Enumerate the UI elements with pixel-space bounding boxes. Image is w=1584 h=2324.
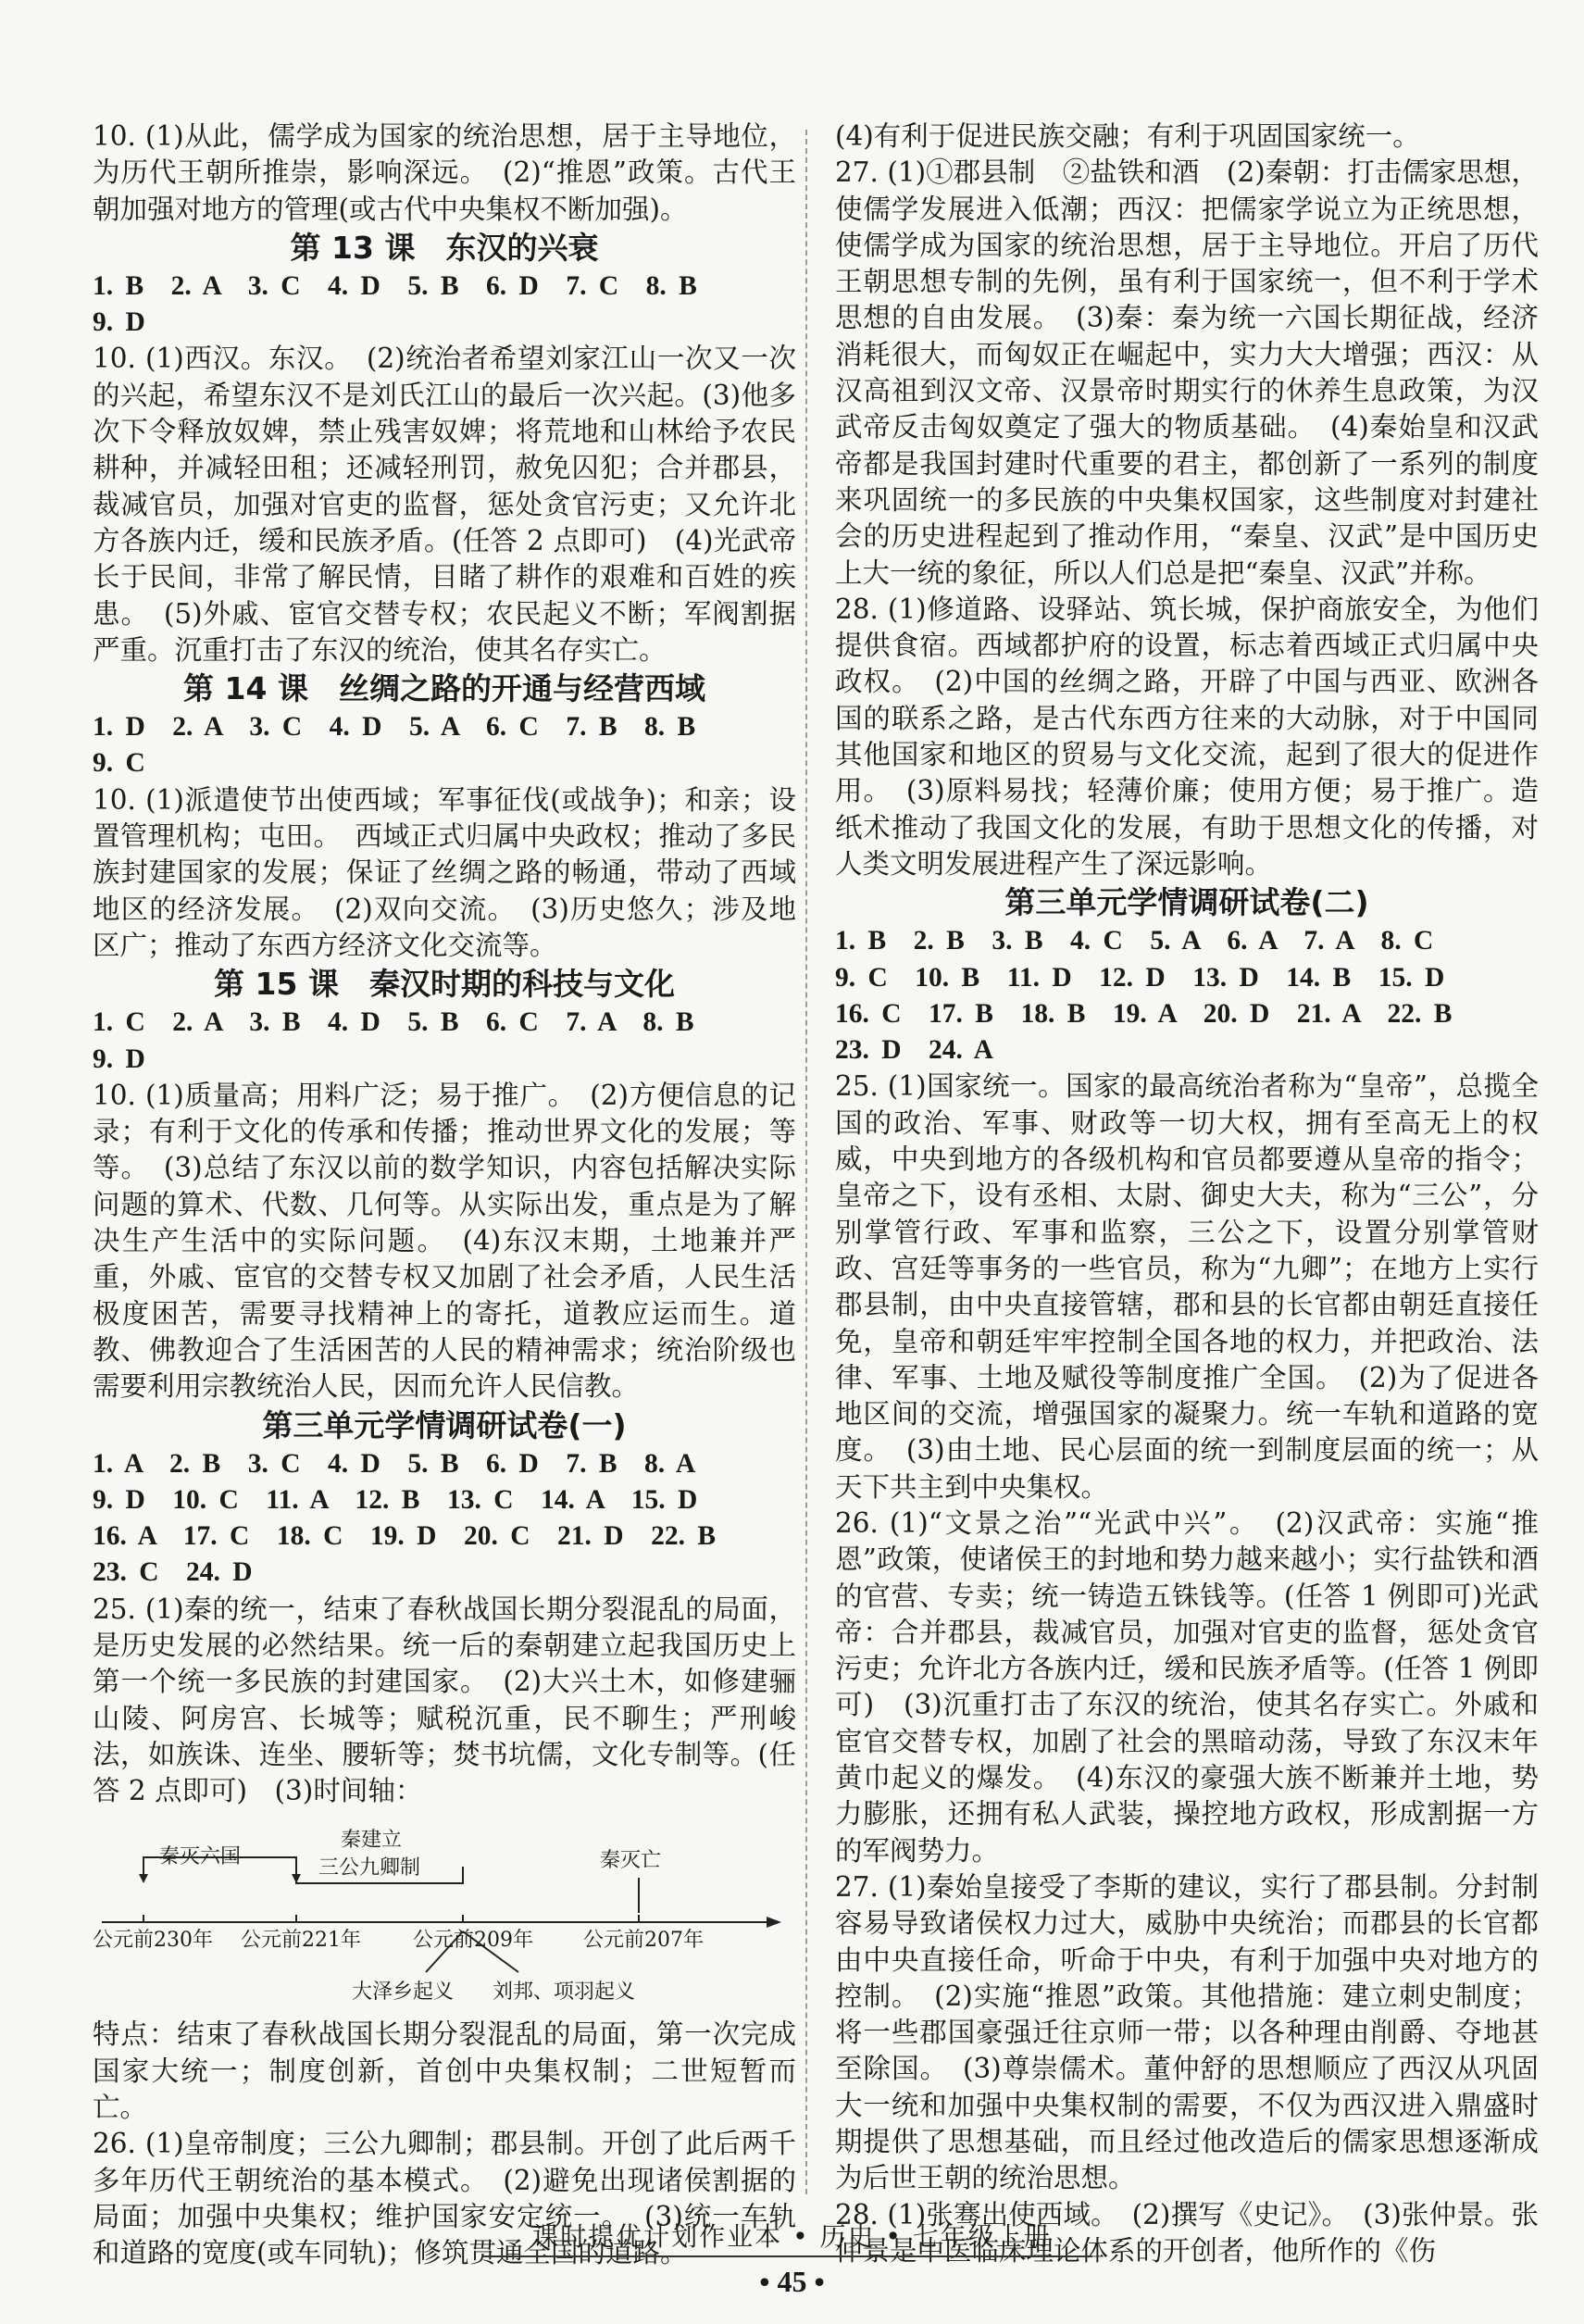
timeline-label-system: 三公九卿制	[318, 1856, 421, 1880]
unit-test-1-q28: 28. (1)修道路、设驿站、筑长城，保护商旅安全，为他们提供食宿。西域都护府的设置，标志着西域正式归属中央政权。 (2)中国的丝绸之路，开辟了中国与西亚、欧洲各国的联系之路，是古代东西方往来的大动脉，对于中国同其他国家和地区的贸易与文化交流，起到了很大的促进作用。 (3)原料易找；轻薄价廉；使用方便；易于推广。造纸术推动了我国文化的发展，有助于思想文化的传播，对人类文明发展进程产生了深远影响。	[835, 593, 1539, 880]
timeline-date-209: 公元前209年	[413, 1929, 533, 1953]
timeline-date-221: 公元前221年	[241, 1929, 361, 1953]
lesson-12-q10-continued: 10. (1)从此，儒学成为国家的统治思想，居于主导地位，为历代王朝所推崇，影响深远。 (2)“推恩”政策。古代王朝加强对地方的管理(或古代中央集权不断加强)。	[93, 120, 796, 225]
lesson-15-choice-answers-2: 9. D	[93, 1043, 145, 1074]
timeline-label-unify: 秦灭六国	[159, 1845, 242, 1869]
timeline-date-230: 公元前230年	[93, 1929, 213, 1953]
lesson-13-title: 第 13 课 东汉的兴衰	[290, 229, 599, 266]
unit-test-2-answers-row-3: 16. C 17. B 18. B 19. A 20. D 21. A 22. B	[835, 998, 1453, 1029]
unit-test-2-q28: 28. (1)张骞出使西域。 (2)撰写《史记》。 (3)张仲景。张仲景是中医临床理论体系的开创者，他所作的《伤	[835, 2198, 1539, 2267]
unit-test-1-q25: 25. (1)秦的统一，结束了春秋战国长期分裂混乱的局面，是历史发展的必然结果。统一后的秦朝建立起我国历史上第一个统一多民族的封建国家。 (2)大兴土木，如修建骊山陵、阿房宫、长城等；赋税沉重，民不聊生；严刑峻法，如族诛、连坐、腰斩等；焚书坑儒，文化专制等。(任答 2 点即可) (3)时间轴：	[93, 1593, 796, 1807]
unit-test-1-answers-row-1: 1. A 2. B 3. C 4. D 5. B 6. D 7. B 8. A	[93, 1448, 696, 1479]
lesson-14-q10: 10. (1)派遣使节出使西域；军事征伐(或战争)；和亲；设置管理机构；屯田。 西域正式归属中央政权；推动了多民族封建国家的发展；保证了丝绸之路的畅通，带动了西域地区的经济发展。 (2)双向交流。 (3)历史悠久；涉及地区广；推动了东西方经济文化交流等。	[93, 783, 796, 961]
lesson-13-q10: 10. (1)西汉。东汉。 (2)统治者希望刘家江山一次又一次的兴起，希望东汉不是刘氏江山的最后一次兴起。(3)他多次下令释放奴婢，禁止残害奴婢；将荒地和山林给予农民耕种，并减轻田租；还减轻刑罚，赦免囚犯；合并郡县，裁减官员，加强对官吏的监督，惩处贪官污吏；又允许北方各族内迁，缓和民族矛盾。(任答 2 点即可) (4)光武帝长于民间，非常了解民情，目睹了耕作的艰难和百姓的疾患。 (5)外戚、宦官交替专权；农民起义不断；军阀割据严重。沉重打击了东汉的统治，使其名存实亡。	[93, 343, 796, 666]
qin-timeline	[93, 1813, 796, 2015]
lesson-15-q10: 10. (1)质量高；用料广泛；易于推广。 (2)方便信息的记录；有利于文化的传承和传播；推动世界文化的发展；等等。 (3)总结了东汉以前的数学知识，内容包括解决实际问题的算术、代数、几何等。从实际出发，重点是为了解决生产生活中的实际问题。 (4)东汉末期，土地兼并严重，外戚、宦官的交替专权又加剧了社会矛盾，人民生活极度困苦，需要寻找精神上的寄托，道教应运而生。道教、佛教迎合了生活困苦的人民的精神需求；统治阶级也需要利用宗教统治人民，因而允许人民信教。	[93, 1079, 796, 1403]
page-number: • 45 •	[759, 2265, 825, 2298]
lesson-13-choice-answers-2: 9. D	[93, 307, 145, 338]
unit-test-1-answers-row-2: 9. D 10. C 11. A 12. B 13. C 14. A 15. D	[93, 1484, 698, 1515]
unit-test-1-answers-row-3: 16. A 17. C 18. C 19. D 20. C 21. D 22. B	[93, 1521, 716, 1552]
lesson-15-choice-answers: 1. C 2. A 3. B 4. D 5. B 6. C 7. A 8. B	[93, 1007, 694, 1038]
unit-test-2-q26: 26. (1)“文景之治”“光武中兴”。 (2)汉武帝：实施“推恩”政策，使诸侯王的封地和势力越来越小；实行盐铁和酒的官营、专卖；统一铸造五铢钱等。(任答 1 例即可)光武帝：合并郡县，裁减官员，加强对官吏的监督，惩处贪官污吏；允许北方各族内迁，缓和民族矛盾等。(任答 1 例即可) (3)沉重打击了东汉的统治，使其名存实亡。外戚和宦官交替专权，加剧了社会的黑暗动荡，导致了东汉末年黄巾起义的爆发。 (4)东汉的豪强大族不断兼并土地，势力膨胀，还拥有私人武装，操控地方政权，形成割据一方的军阀势力。	[835, 1506, 1539, 1867]
unit-test-1-q27: 27. (1)①郡县制 ②盐铁和酒 (2)秦朝：打击儒家思想，使儒学发展进入低潮；西汉：把儒家学说立为正统思想，使儒学成为国家的统治思想，居于主导地位。开启了历代王朝思想专制的先例，虽有利于国家统一，但不利于学术思想的自由发展。 (3)秦：秦为统一六国长期征战，经济消耗很大，而匈奴正在崛起中，实力大大增强；西汉：从汉高祖到汉文帝、汉景帝时期实行的休养生息政策，为汉武帝反击匈奴奠定了强大的物质基础。 (4)秦始皇和汉武帝都是我国封建时代重要的君主，都创新了一系列的制度来巩固统一的多民族的中央集权国家，这些制度对封建社会的历史进程起到了推动作用，“秦皇、汉武”是中国历史上大一统的象征，所以人们总是把“秦皇、汉武”并称。	[835, 156, 1539, 589]
lesson-14-choice-answers-2: 9. C	[93, 748, 145, 779]
unit-test-2-q27: 27. (1)秦始皇接受了李斯的建议，实行了郡县制。分封制容易导致诸侯权力过大，威胁中央统治；而郡县的长官都由中央直接任命，听命于中央，有利于加强中央对地方的控制。 (2)实施“推恩”政策。其他措施：建立刺史制度；将一些郡国豪强迁往京师一带；以各种理由削爵、夺地甚至除国。 (3)尊崇儒术。董仲舒的思想顺应了西汉从巩固大一统和加强中央集权制的需要，不仅为西汉进入鼎盛时期提供了思想基础，而且经过他改造后的儒家思想逐渐成为后世王朝的统治思想。	[835, 1870, 1539, 2194]
footer-rule	[481, 2255, 1092, 2257]
lesson-13-choice-answers: 1. B 2. A 3. C 4. D 5. B 6. D 7. C 8. B	[93, 270, 697, 301]
unit-test-1-title: 第三单元学情调研试卷(一)	[262, 1406, 627, 1443]
unit-test-2-answers-row-4: 23. D 24. A	[835, 1035, 993, 1066]
unit-test-1-q26: 26. (1)皇帝制度；三公九卿制；郡县制。开创了此后两千多年历代王朝统治的基本模式。 (2)避免出现诸侯割据的局面；加强中央集权；维护国家安定统一。 (3)统一车轨和道路的宽度(或车同轨)；修筑贯通全国的道路。	[93, 2128, 796, 2269]
column-divider	[805, 130, 807, 2194]
timeline-label-establish: 秦建立	[341, 1829, 403, 1853]
right-column	[835, 119, 1539, 2269]
timeline-label-fall: 秦灭亡	[600, 1849, 662, 1873]
lesson-15-title: 第 15 课 秦汉时期的科技与文化	[214, 966, 675, 1003]
lesson-14-title: 第 14 课 丝绸之路的开通与经营西域	[183, 670, 705, 707]
unit-test-2-q25: 25. (1)国家统一。国家的最高统治者称为“皇帝”，总揽全国的政治、军事、财政等一切大权，拥有至高无上的权威，中央到地方的各级机构和官员都要遵从皇帝的指令；皇帝之下，设有丞相、太尉、御史大夫，称为“三公”，分别掌管行政、军事和监察，三公之下，设置分别掌管财政、宫廷等事务的一些官员，称为“九卿”；在地方上实行郡县制，由中央直接管辖，郡和县的长官都由朝廷直接任免，皇帝和朝廷牢牢控制全国各地的权力，并把政治、法律、军事、土地及赋役等制度推广全国。 (2)为了促进各地区间的交流，增强国家的凝聚力。统一车轨和道路的宽度。 (3)由土地、民心层面的统一到制度层面的统一；从天下共主到中央集权。	[835, 1070, 1539, 1503]
timeline-arrowhead	[767, 1917, 781, 1928]
timeline-label-dazexiang: 大泽乡起义	[352, 1980, 455, 2005]
unit-test-2-answers-row-1: 1. B 2. B 3. B 4. C 5. A 6. A 7. A 8. C	[835, 926, 1434, 956]
unit-test-1-q25-feature: 特点：结束了春秋战国长期分裂混乱的局面，第一次完成国家大统一；制度创新，首创中央集权制；二世短暂而亡。	[93, 2018, 796, 2124]
timeline-date-207: 公元前207年	[583, 1929, 704, 1953]
lesson-14-choice-answers: 1. D 2. A 3. C 4. D 5. A 6. C 7. B 8. B	[93, 712, 696, 743]
unit-test-2-title: 第三单元学情调研试卷(二)	[1004, 884, 1369, 921]
unit-test-2-answers-row-2: 9. C 10. B 11. D 12. D 13. D 14. B 15. D	[835, 962, 1445, 993]
timeline-label-liubang: 刘邦、项羽起义	[493, 1980, 636, 2005]
unit-test-1-answers-row-4: 23. C 24. D	[93, 1557, 253, 1588]
unit-test-1-q26-continued: (4)有利于促进民族交融；有利于巩固国家统一。	[835, 120, 1420, 152]
footer-book-title: 课时提优计划作业本 • 历史 • 七年级上册	[532, 2221, 1052, 2252]
left-column	[93, 119, 796, 2272]
